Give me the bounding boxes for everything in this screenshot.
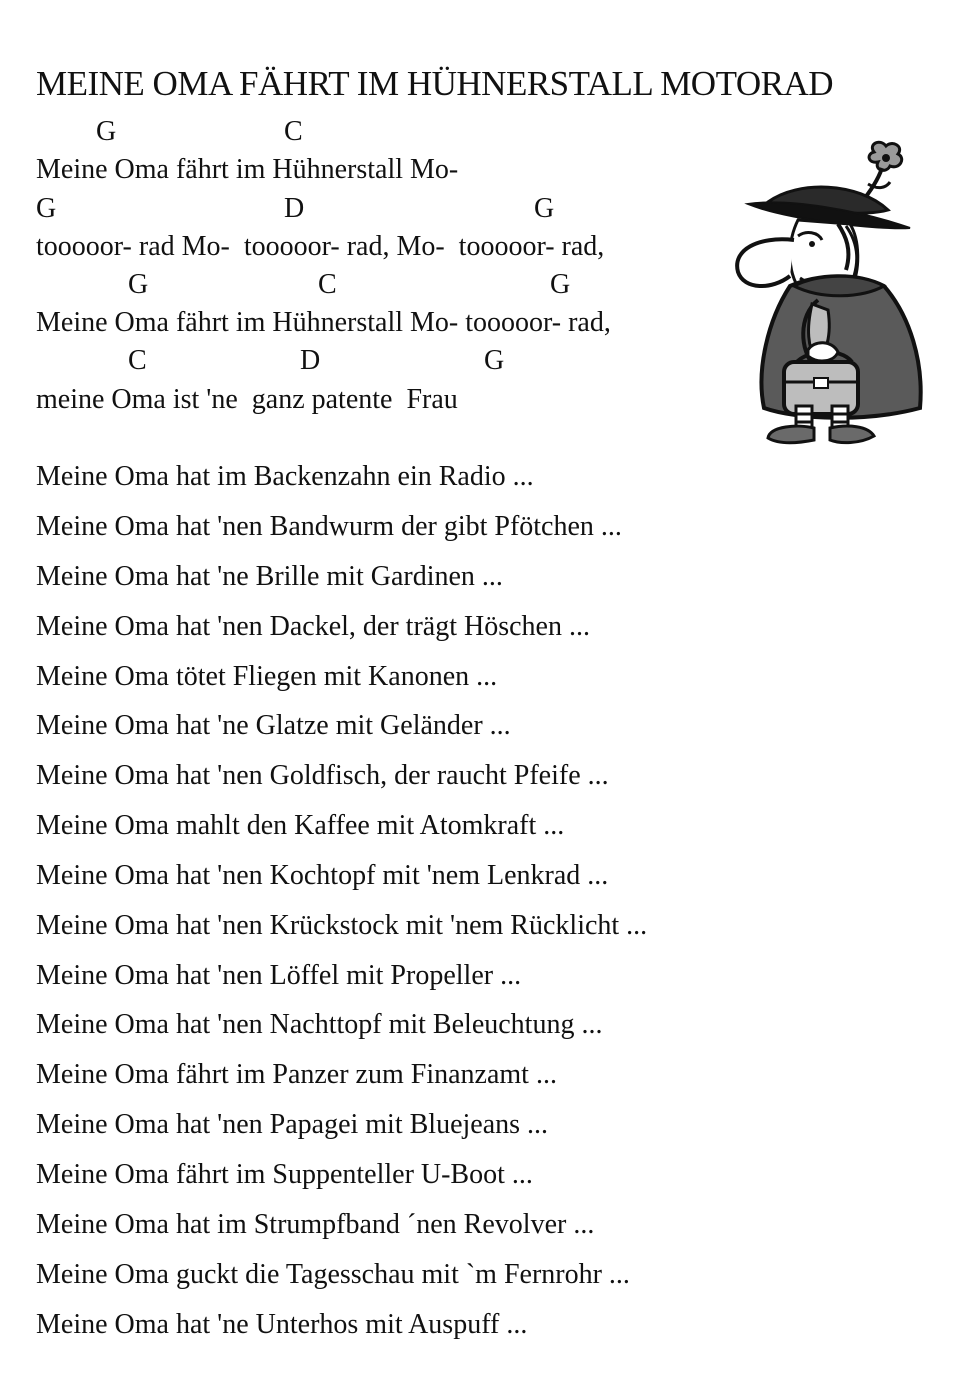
chord: G [484,345,505,376]
verse-line: Meine Oma hat 'nen Dackel, der trägt Höschen ... [36,611,590,642]
chorus-line: meine Oma ist 'ne ganz patente Frau [36,384,458,415]
chord: D [300,345,321,376]
verse-line: Meine Oma hat 'ne Unterhos mit Auspuff ... [36,1309,528,1340]
verse-line: Meine Oma hat im Strumpfband ´nen Revolver ... [36,1209,595,1240]
verse-line: Meine Oma fährt im Suppenteller U-Boot ... [36,1159,533,1190]
verse-line: Meine Oma hat 'nen Nachttopf mit Beleuchtung ... [36,1009,603,1040]
verse-line: Meine Oma mahlt den Kaffee mit Atomkraft ... [36,810,565,841]
verse-line: Meine Oma hat 'nen Krückstock mit 'nem Rücklicht ... [36,910,648,941]
verse-line: Meine Oma guckt die Tagesschau mit `m Fernrohr ... [36,1259,630,1290]
verse-line: Meine Oma hat 'nen Bandwurm der gibt Pfötchen ... [36,511,622,542]
grandma-cartoon-icon [728,140,950,446]
verse-line: Meine Oma hat 'ne Glatze mit Geländer ... [36,710,511,741]
verse-line: Meine Oma hat 'nen Löffel mit Propeller ... [36,960,522,991]
chord: G [128,269,149,300]
verse-line: Meine Oma tötet Fliegen mit Kanonen ... [36,661,498,692]
verse-line: Meine Oma hat 'nen Goldfisch, der raucht Pfeife ... [36,760,609,791]
chorus-line: Meine Oma fährt im Hühnerstall Mo- tooooor- rad, [36,307,611,338]
chord: C [318,269,337,300]
chord: G [534,193,555,224]
verse-line: Meine Oma hat 'nen Kochtopf mit 'nem Lenkrad ... [36,860,609,891]
chorus-line: Meine Oma fährt im Hühnerstall Mo- [36,154,459,185]
chord: C [128,345,147,376]
verse-line: Meine Oma hat im Backenzahn ein Radio ... [36,461,534,492]
chorus-line: tooooor- rad Mo- tooooor- rad, Mo- tooooor- rad, [36,231,605,262]
chord: C [284,116,303,147]
chord: G [36,193,57,224]
song-title: MEINE OMA FÄHRT IM HÜHNERSTALL MOTORAD [36,64,834,103]
chord: G [96,116,117,147]
chord: D [284,193,305,224]
chord: G [550,269,571,300]
verse-line: Meine Oma hat 'nen Papagei mit Bluejeans ... [36,1109,549,1140]
verse-line: Meine Oma hat 'ne Brille mit Gardinen ... [36,561,503,592]
verse-line: Meine Oma fährt im Panzer zum Finanzamt ... [36,1059,557,1090]
